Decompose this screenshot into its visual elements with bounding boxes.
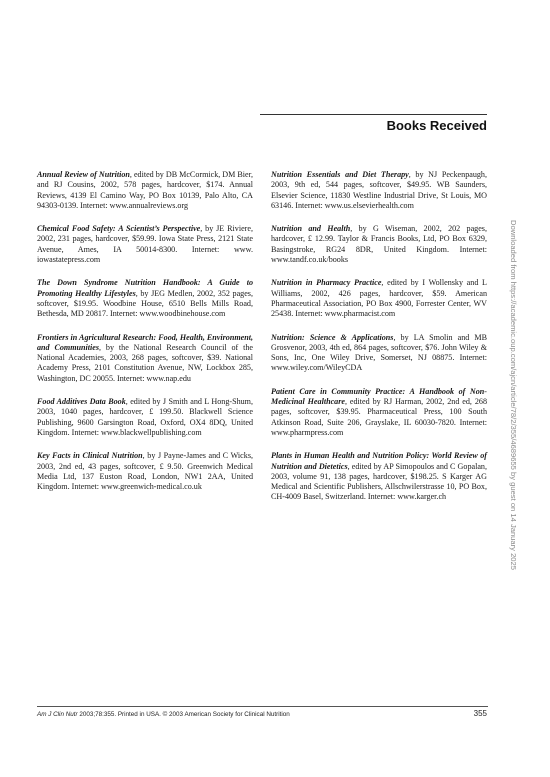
book-entry [271, 170, 487, 211]
book-title: Nutrition and Health [271, 224, 351, 234]
book-title: Patient Care in Community Practice: A Handbook of Non-Medicinal Healthcare [271, 386, 487, 407]
book-details: , by NJ Peckenpaugh, 2003, 9th ed, 544 pages, softcover, $49.95. WB Saunders, Elsevier Science, 11830 Westline Industrial Drive, St Louis, MO 63146. Internet: www.us.elsevierhealth.com [271, 170, 487, 210]
book-entry [271, 387, 487, 438]
book-title: Food Additives Data Book [37, 397, 126, 407]
footer-citation [37, 711, 290, 718]
book-title: Nutrition in Pharmacy Practice [271, 278, 382, 288]
citation-text: 2003;78:355. Printed in USA. © 2003 American Society for Clinical Nutrition [77, 711, 290, 718]
book-title: Nutrition: Science & Applications [271, 332, 394, 342]
book-details: , by LA Smolin and MB Grosvenor, 2003, 4th ed, 864 pages, softcover, $76. John Wiley & Sons, Inc, One Wiley Drive, Somerset, NJ 08875. Internet: www.wiley.com/WileyCDA [271, 332, 487, 373]
book-details: , by J Payne-James and C Wicks, 2003, 2nd ed, 43 pages, softcover, £ 9.50. Greenwich Medical Media Ltd, 137 Euston Road, London, NW1 2AA, United Kingdom. Internet: www.greenwich-medical.co.uk [37, 451, 253, 492]
book-details: , by JEG Medlen, 2002, 352 pages, softcover, $19.95. Woodbine House, 6510 Bells Mills Road, Bethesda, MD 20817. Internet: www.woodbinehouse.com [37, 288, 253, 319]
book-details: , by G Wiseman, 2002, 202 pages, hardcover, £ 12.99. Taylor & Francis Books, Ltd, PO Box 6329, Basingstroke, RG24 8DR, United Kingdom. Internet: www.tandf.co.uk/books [271, 224, 487, 265]
book-entry [271, 224, 487, 265]
book-entry [37, 170, 253, 211]
left-column [37, 170, 253, 505]
book-entry [37, 333, 253, 384]
book-details: , by the National Research Council of the National Academies, 2003, 268 pages, softcover, $39. National Academy Press, 2101 Constitution Avenue, NW, Lockbox 285, Washington, DC 20055. Internet: www.nap.edu [37, 342, 253, 383]
title-rule [260, 114, 487, 115]
book-details: , edited by DB McCormick, DM Bier, and RJ Cousins, 2002, 578 pages, hardcover, $174. Annual Reviews, 4139 El Camino Way, PO Box 10139, Palo Alto, CA 94303-0139. Internet: www.annualreviews.org [37, 170, 254, 210]
book-title: Frontiers in Agricultural Research: Food, Health, Environment, and Communities [37, 332, 253, 352]
book-entry [37, 397, 253, 438]
book-details: , edited by I Wollensky and L Williams, 2002, 426 pages, hardcover, $59. American Pharmaceutical Association, PO Box 4900, Forrester Center, WV 25438. Internet: www.pharmacist.com [271, 278, 487, 319]
book-title: The Down Syndrome Nutrition Handbook: A Guide to Promoting Healthy Lifestyles [37, 278, 253, 298]
book-title: Plants in Human Health and Nutrition Policy: World Review of Nutrition and Dietetics [271, 451, 487, 471]
book-title: Annual Review of Nutrition [37, 170, 130, 179]
book-entry [37, 451, 253, 492]
book-entry [271, 333, 487, 374]
book-entry [271, 451, 487, 502]
book-entry [271, 278, 487, 319]
page-number: 355 [473, 709, 487, 718]
footer-rule [37, 706, 488, 707]
book-title: Nutrition Essentials and Diet Therapy [271, 170, 409, 179]
journal-name: Am J Clin Nutr [37, 711, 78, 718]
book-details: , edited by RJ Harman, 2002, 2nd ed, 268 pages, softcover, $39.95. Pharmaceutical Press, 100 South Atkinson Road, Suite 206, Grayslake, IL 60030-7820. Internet: www.pharmpress.com [271, 397, 488, 437]
download-watermark: Downloaded from https://academic.oup.com/ajcn/article/78/2/355/4689655 by guest on 14 January 2025 [509, 220, 518, 570]
book-title: Chemical Food Safety: A Scientist’s Perspective [37, 224, 201, 234]
right-column [271, 170, 487, 516]
book-entry [37, 224, 253, 265]
book-title: Key Facts in Clinical Nutrition [37, 451, 143, 461]
book-details: , edited by AP Simopoulos and C Gopalan, 2003, volume 91, 138 pages, hardcover, $198.25. S Karger AG Medical and Scientific Publishers, Allschwilerstrasse 10, PO Box, CH-4009 Basel, Switzerland. Internet: www.karger.ch [271, 461, 487, 502]
book-details: , edited by J Smith and L Hong-Shum, 2003, 1040 pages, hardcover, £ 199.50. Blackwell Science Publishing, 9600 Garsington Road, Oxford, OX4 8DQ, United Kingdom. Internet: www.blackwellpublishing.com [37, 397, 253, 437]
page-title: Books Received [386, 118, 487, 133]
book-entry [37, 278, 253, 319]
book-details: , by JE Riviere, 2002, 231 pages, hardcover, $59.99. Iowa State Press, 2121 State Avenue, Ames, IA 50014-8300. Internet: www. iowastatepress.com [37, 224, 253, 265]
